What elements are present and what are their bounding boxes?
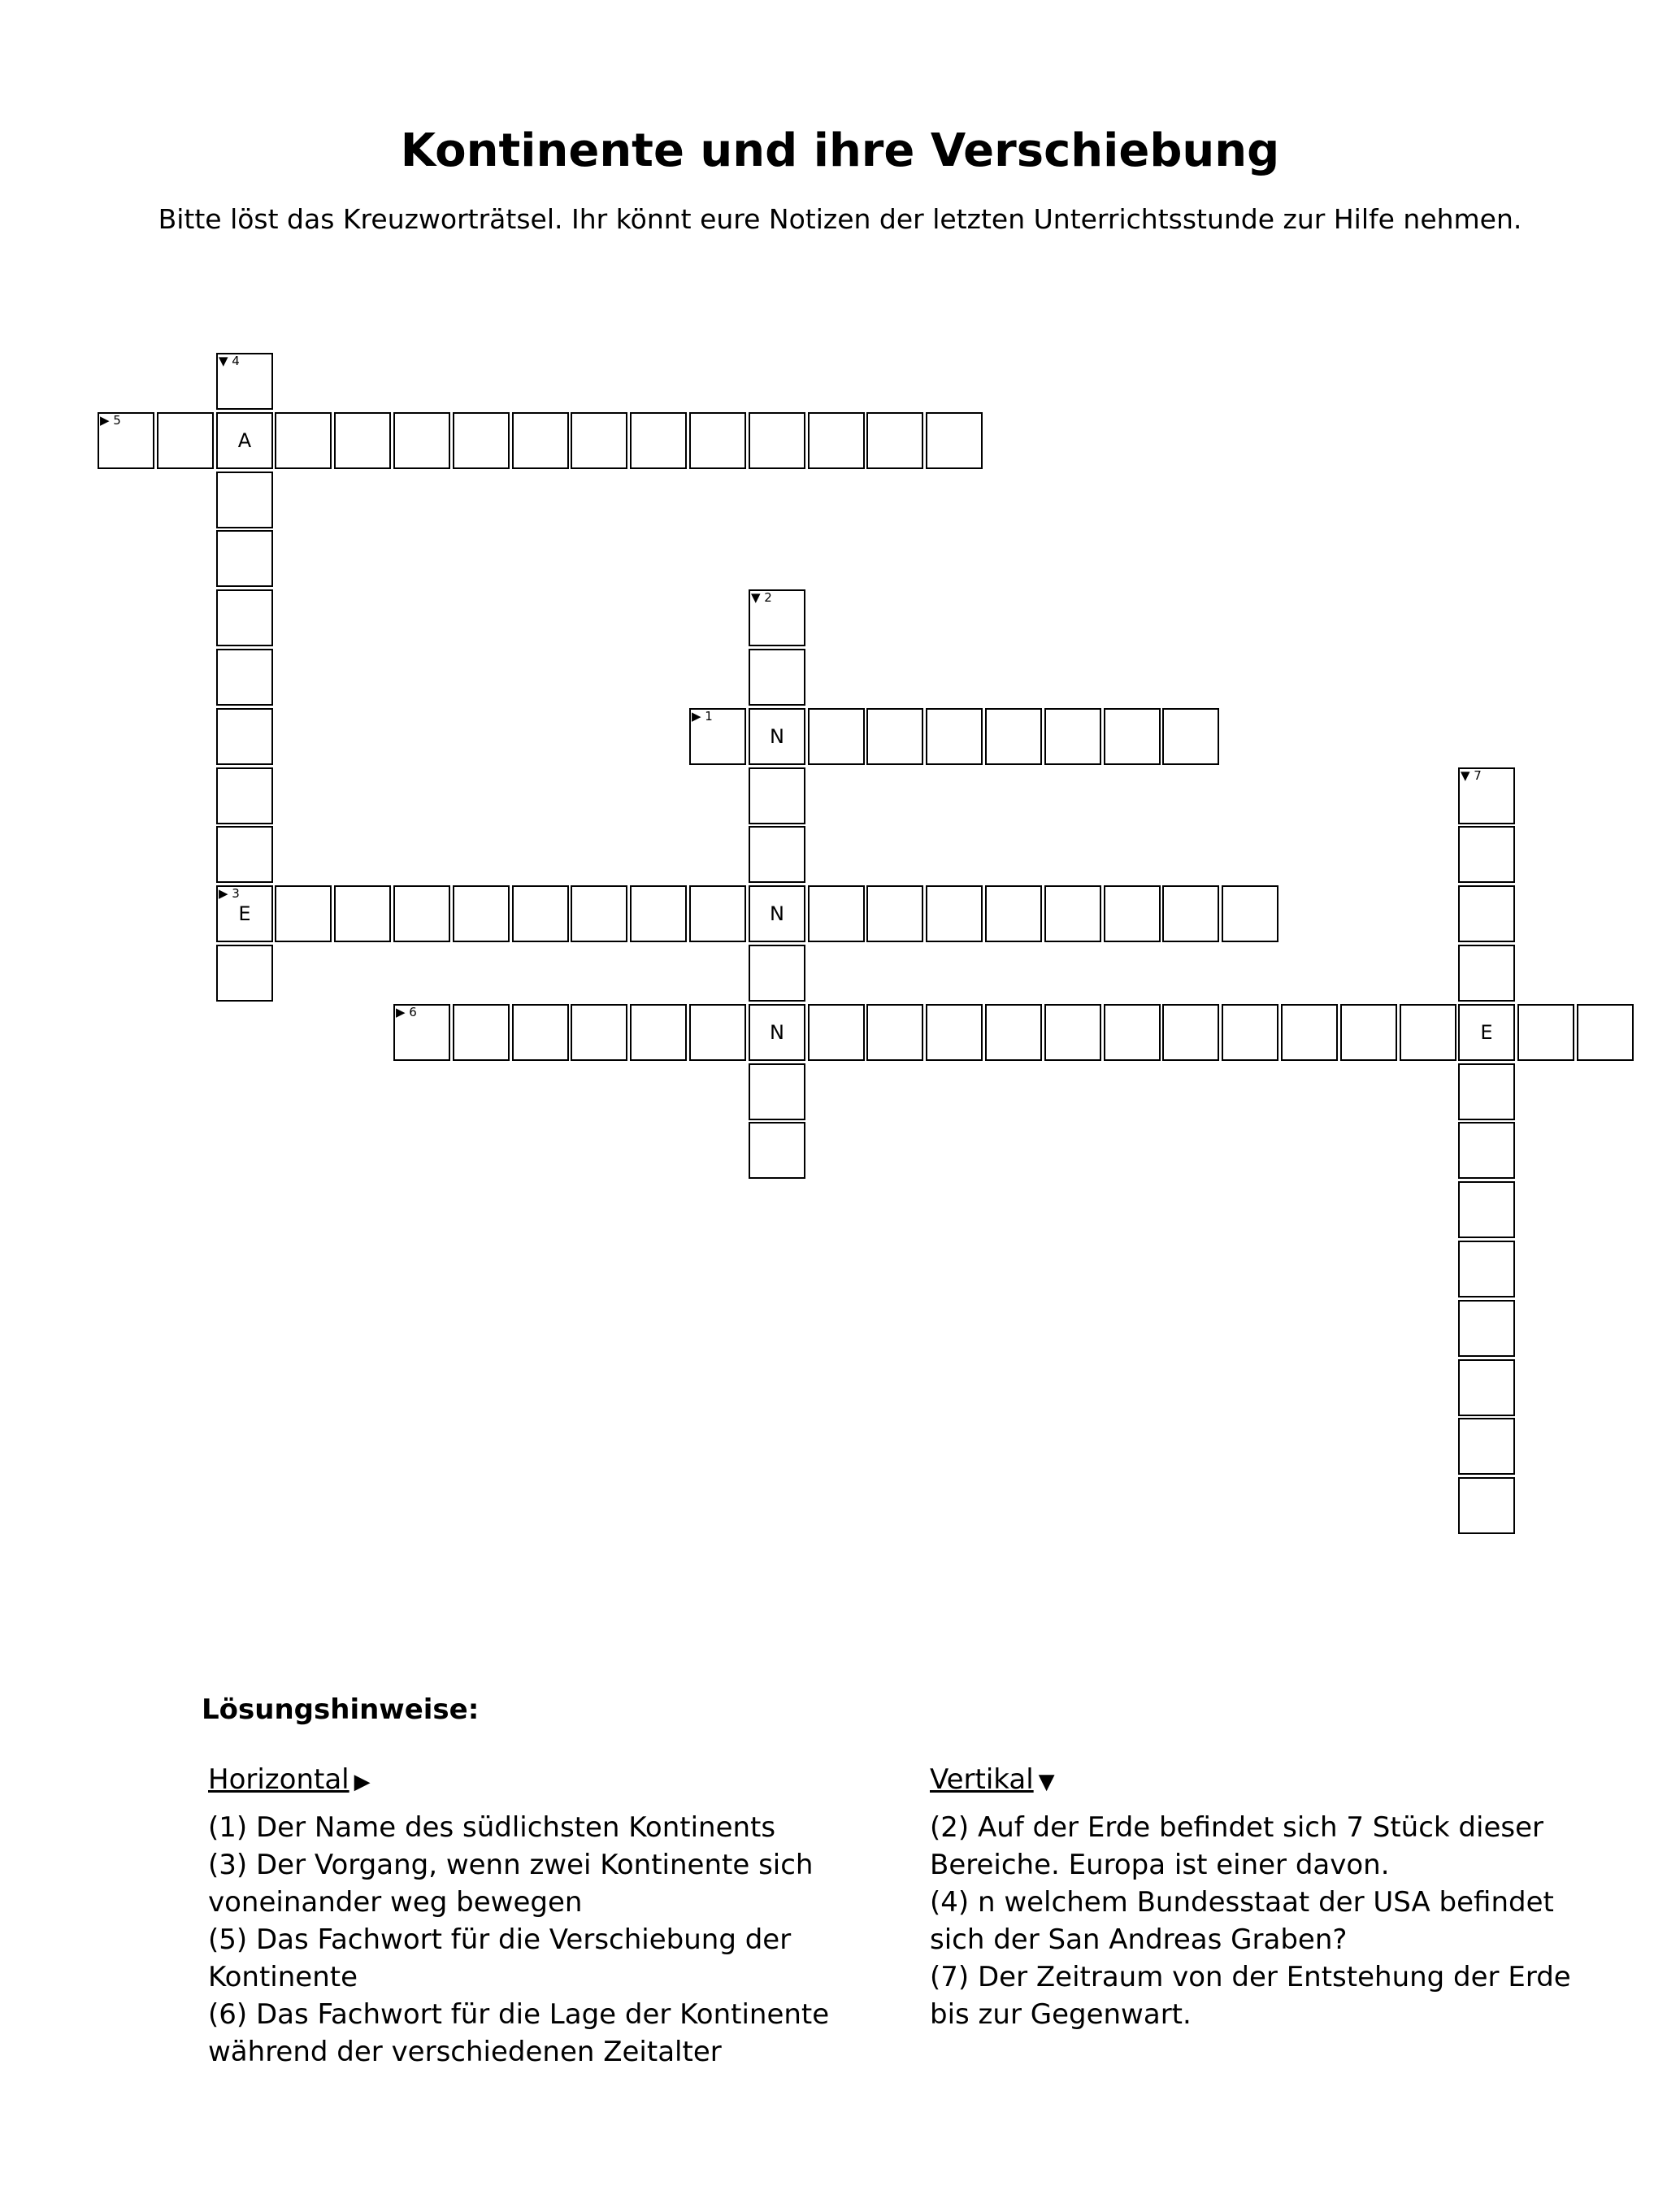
crossword-cell[interactable] [926,885,983,942]
crossword-cell[interactable] [1044,708,1101,765]
instructions: Bitte löst das Kreuzworträtsel. Ihr könnt eure Notizen der letzten Unterrichtsstunde zur Hilfe nehmen. [158,203,1522,235]
crossword-cell[interactable] [749,649,805,706]
crossword-cell[interactable] [749,767,805,824]
crossword-cell[interactable] [1104,885,1161,942]
page-title: Kontinente und ihre Verschiebung [400,124,1280,177]
vertical-heading [930,1761,1596,1801]
crossword-cell[interactable] [393,412,450,469]
clue-number: ▼ 2 [751,590,772,605]
crossword-cell[interactable] [393,1004,450,1061]
crossword-cell[interactable] [216,472,273,528]
crossword-cell[interactable] [1458,826,1515,883]
crossword-cell[interactable] [1044,885,1101,942]
crossword-cell[interactable] [453,885,510,942]
vertical-label: Vertikal [930,1763,1034,1796]
crossword-cell[interactable] [808,1004,865,1061]
crossword-cell[interactable] [453,412,510,469]
crossword-cell[interactable] [571,885,627,942]
crossword-cell[interactable] [808,708,865,765]
crossword-cell[interactable] [866,885,923,942]
crossword-cell[interactable] [985,708,1042,765]
crossword-cell[interactable] [512,885,569,942]
arrow-down-icon: ▼ [1038,1770,1055,1794]
crossword-cell[interactable] [216,708,273,765]
crossword-cell[interactable] [1458,1122,1515,1179]
crossword-cell[interactable] [926,412,983,469]
crossword-cell[interactable] [1458,1004,1515,1061]
crossword-cell[interactable] [571,1004,627,1061]
crossword-cell[interactable] [216,885,273,942]
horizontal-label: Horizontal [208,1763,349,1796]
crossword-cell[interactable] [926,708,983,765]
clue-4: (4) n welchem Bundesstaat der USA befindet sich der San Andreas Graben? [930,1886,1554,1956]
crossword-cell[interactable] [1340,1004,1397,1061]
crossword-cell[interactable] [866,412,923,469]
crossword-cell[interactable] [1458,1300,1515,1357]
crossword-cell[interactable] [689,412,746,469]
crossword-cell[interactable] [1162,1004,1219,1061]
crossword-cell[interactable] [393,885,450,942]
crossword-cell[interactable] [1458,1359,1515,1416]
clue-3: (3) Der Vorgang, wenn zwei Kontinente sich voneinander weg bewegen [208,1849,814,1919]
given-letter: N [770,902,784,925]
crossword-cell[interactable] [926,1004,983,1061]
crossword-cell[interactable] [216,767,273,824]
crossword-cell[interactable] [157,412,214,469]
crossword-cell[interactable] [689,885,746,942]
crossword-cell[interactable] [749,826,805,883]
clue-number: ▼ 4 [219,354,240,368]
crossword-cell[interactable] [866,1004,923,1061]
crossword-cell[interactable] [749,1004,805,1061]
clue-6: (6) Das Fachwort für die Lage der Kontinente während der verschiedenen Zeitalter [208,1998,830,2068]
crossword-cell[interactable] [1458,1181,1515,1238]
crossword-cell[interactable] [1044,1004,1101,1061]
crossword-cell[interactable] [1458,767,1515,824]
given-letter: E [238,902,251,925]
crossword-cell[interactable] [1458,1418,1515,1475]
crossword-cell[interactable] [1458,1477,1515,1534]
crossword-cell[interactable] [216,649,273,706]
crossword-cell[interactable] [216,589,273,646]
crossword-cell[interactable] [808,412,865,469]
crossword-cell[interactable] [1222,1004,1278,1061]
hints-heading: Lösungshinweise: [202,1693,480,1726]
crossword-cell[interactable] [216,826,273,883]
crossword-cell[interactable] [98,412,154,469]
horizontal-heading [208,1761,875,1801]
crossword-cell[interactable] [1104,708,1161,765]
clue-number: ▼ 7 [1461,768,1482,783]
crossword-cell[interactable] [216,353,273,410]
crossword-cell[interactable] [334,885,391,942]
crossword-cell[interactable] [630,412,687,469]
clue-2: (2) Auf der Erde befindet sich 7 Stück dieser Bereiche. Europa ist einer davon. [930,1811,1543,1881]
crossword-cell[interactable] [275,885,332,942]
clue-1: (1) Der Name des südlichsten Kontinents [208,1811,776,1844]
crossword-cell[interactable] [749,945,805,1002]
crossword-cell[interactable] [334,412,391,469]
crossword-cell[interactable] [689,1004,746,1061]
crossword-cell[interactable] [749,412,805,469]
crossword-cell[interactable] [749,885,805,942]
given-letter: N [770,725,784,748]
crossword-cell[interactable] [749,589,805,646]
crossword-cell[interactable] [1458,1241,1515,1297]
crossword-cell[interactable] [749,1122,805,1179]
crossword-cell[interactable] [1222,885,1278,942]
vertical-clues [930,1761,1596,2033]
crossword-cell[interactable] [275,412,332,469]
crossword-cell[interactable] [1577,1004,1634,1061]
crossword-cell[interactable] [216,530,273,587]
crossword-cell[interactable] [985,885,1042,942]
clue-5: (5) Das Fachwort für die Verschiebung der Kontinente [208,1923,792,1993]
crossword-cell[interactable] [1400,1004,1456,1061]
clue-number: ▶ 1 [692,709,713,724]
crossword-cell[interactable] [512,1004,569,1061]
crossword-cell[interactable] [512,412,569,469]
clue-number: ▶ 6 [396,1005,417,1019]
crossword-cell[interactable] [571,412,627,469]
given-letter: E [1480,1021,1493,1044]
crossword-cell[interactable] [866,708,923,765]
horizontal-clues [208,1761,875,2071]
crossword-cell[interactable] [985,1004,1042,1061]
crossword-cell[interactable] [1458,885,1515,942]
crossword-cell[interactable] [1517,1004,1574,1061]
crossword-cell[interactable] [216,412,273,469]
given-letter: N [770,1021,784,1044]
crossword-cell[interactable] [216,945,273,1002]
crossword-cell[interactable] [749,708,805,765]
crossword-cell[interactable] [1281,1004,1338,1061]
crossword-cell[interactable] [1458,945,1515,1002]
crossword-cell[interactable] [1458,1063,1515,1120]
crossword-cell[interactable] [630,1004,687,1061]
crossword-cell[interactable] [689,708,746,765]
crossword-cell[interactable] [1162,885,1219,942]
crossword-cell[interactable] [453,1004,510,1061]
crossword-cell[interactable] [1104,1004,1161,1061]
crossword-cell[interactable] [808,885,865,942]
clue-7: (7) Der Zeitraum von der Entstehung der Erde bis zur Gegenwart. [930,1961,1571,2031]
clue-number: ▶ 5 [100,413,121,428]
crossword-cell[interactable] [1162,708,1219,765]
crossword-cell[interactable] [749,1063,805,1120]
arrow-right-icon: ▶ [354,1770,371,1794]
clue-number: ▶ 3 [219,886,240,901]
given-letter: A [237,429,252,452]
crossword-cell[interactable] [630,885,687,942]
